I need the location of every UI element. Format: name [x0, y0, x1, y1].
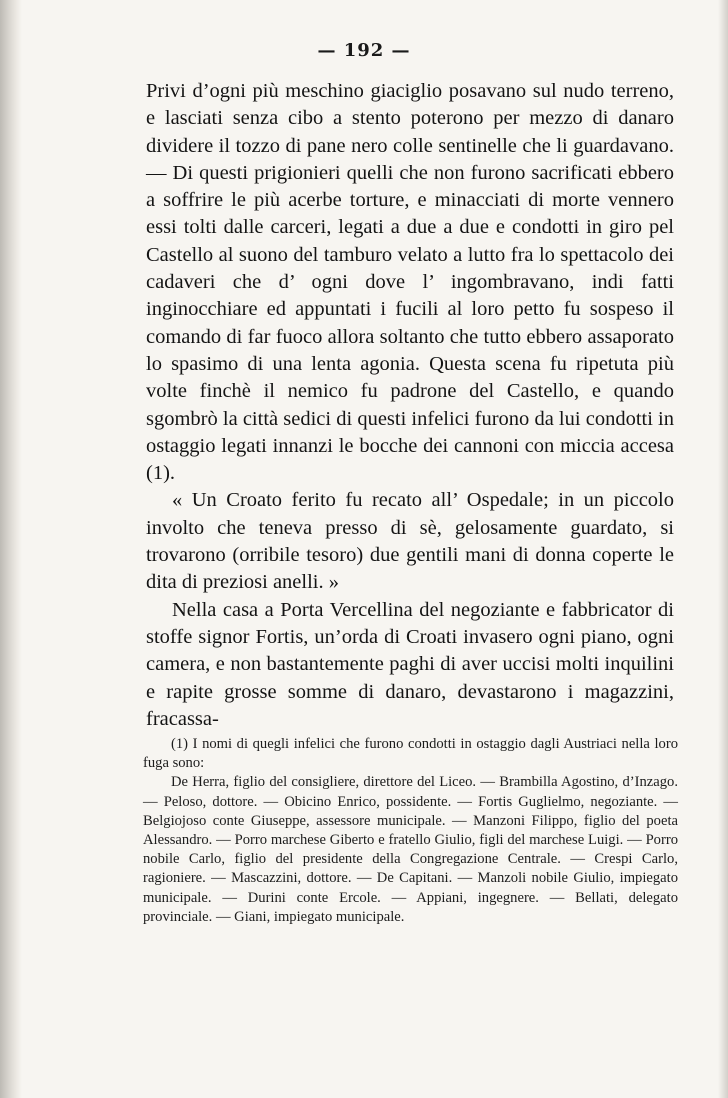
- footnote: [143, 735, 678, 927]
- body-text: [146, 78, 674, 733]
- paragraph-croato-quote: « Un Croato ferito fu recato all’ Ospedale; in un piccolo involto che teneva presso di sè, gelosamente guardato, si trovarono (orribile tesoro) due gentili mani di donna coperte le dita di preziosi anelli. »: [146, 489, 674, 594]
- page-edge-shadow: [718, 0, 728, 1098]
- footnote-intro: (1) I nomi di quegli infelici che furono condotti in ostaggio dagli Austriaci nella loro fuga sono:: [143, 736, 678, 772]
- footnote-hostage-list: De Herra, figlio del consigliere, direttore del Liceo. — Brambilla Agostino, d’Inzago. — Peloso, dottore. — Obicino Enrico, possidente. — Fortis Guglielmo, negoziante. — Belgiojoso conte Giuseppe, assessore municipale. — Manzoni Filippo, figlio del poeta Alessandro. — Porro marchese Giberto e fratello Giulio, figli del marchese Luigi. — Porro nobile Carlo, figlio del presidente della Congregazione Centrale. — Crespi Carlo, ragioniere. — Mascazzini, dottore. — De Capitani. — Manzoli nobile Giulio, impiegato municipale. — Durini conte Ercole. — Appiani, ingegnere. — Bellati, delegato provinciale. — Giani, impiegato municipale.: [143, 774, 678, 925]
- paragraph-porta-vercellina: Nella casa a Porta Vercellina del negoziante e fabbricator di stoffe signor Fortis, un’orda di Croati invasero ogni piano, ogni camera, e non bastantemente paghi di aver uccisi molti inquilini e rapite grosse somme di danaro, devastarono i magazzini, fracassa-: [146, 598, 674, 730]
- binding-shadow: [0, 0, 22, 1098]
- page-number: — 192 —: [317, 40, 411, 61]
- paragraph-prisoners: Privi d’ogni più meschino giaciglio posavano sul nudo terreno, e lasciati senza cibo a stento poterono per mezzo di danaro dividere il tozzo di pane nero colle sentinelle che li guardavano. — Di questi prigionieri quelli che non furono sacrificati ebbero a soffrire le più acerbe torture, e minacciati di morte vennero essi tolti dalle carceri, legati a due a due e condotti in giro pel Castello al suono del tamburo velato a lutto fra lo spettacolo dei cadaveri che d’ ogni dove l’ ingombravano, indi fatti inginocchiare ed appuntati i fucili al loro petto fu sospeso il comando di far fuoco allora soltanto che tutto ebbero assaporato lo spasimo di una lenta agonia. Questa scena fu ripetuta più volte finchè il nemico fu padrone del Castello, e quando sgombrò la città sedici di questi infelici furono da lui condotti in ostaggio legati innanzi le bocche dei cannoni con miccia accesa (1).: [146, 80, 674, 485]
